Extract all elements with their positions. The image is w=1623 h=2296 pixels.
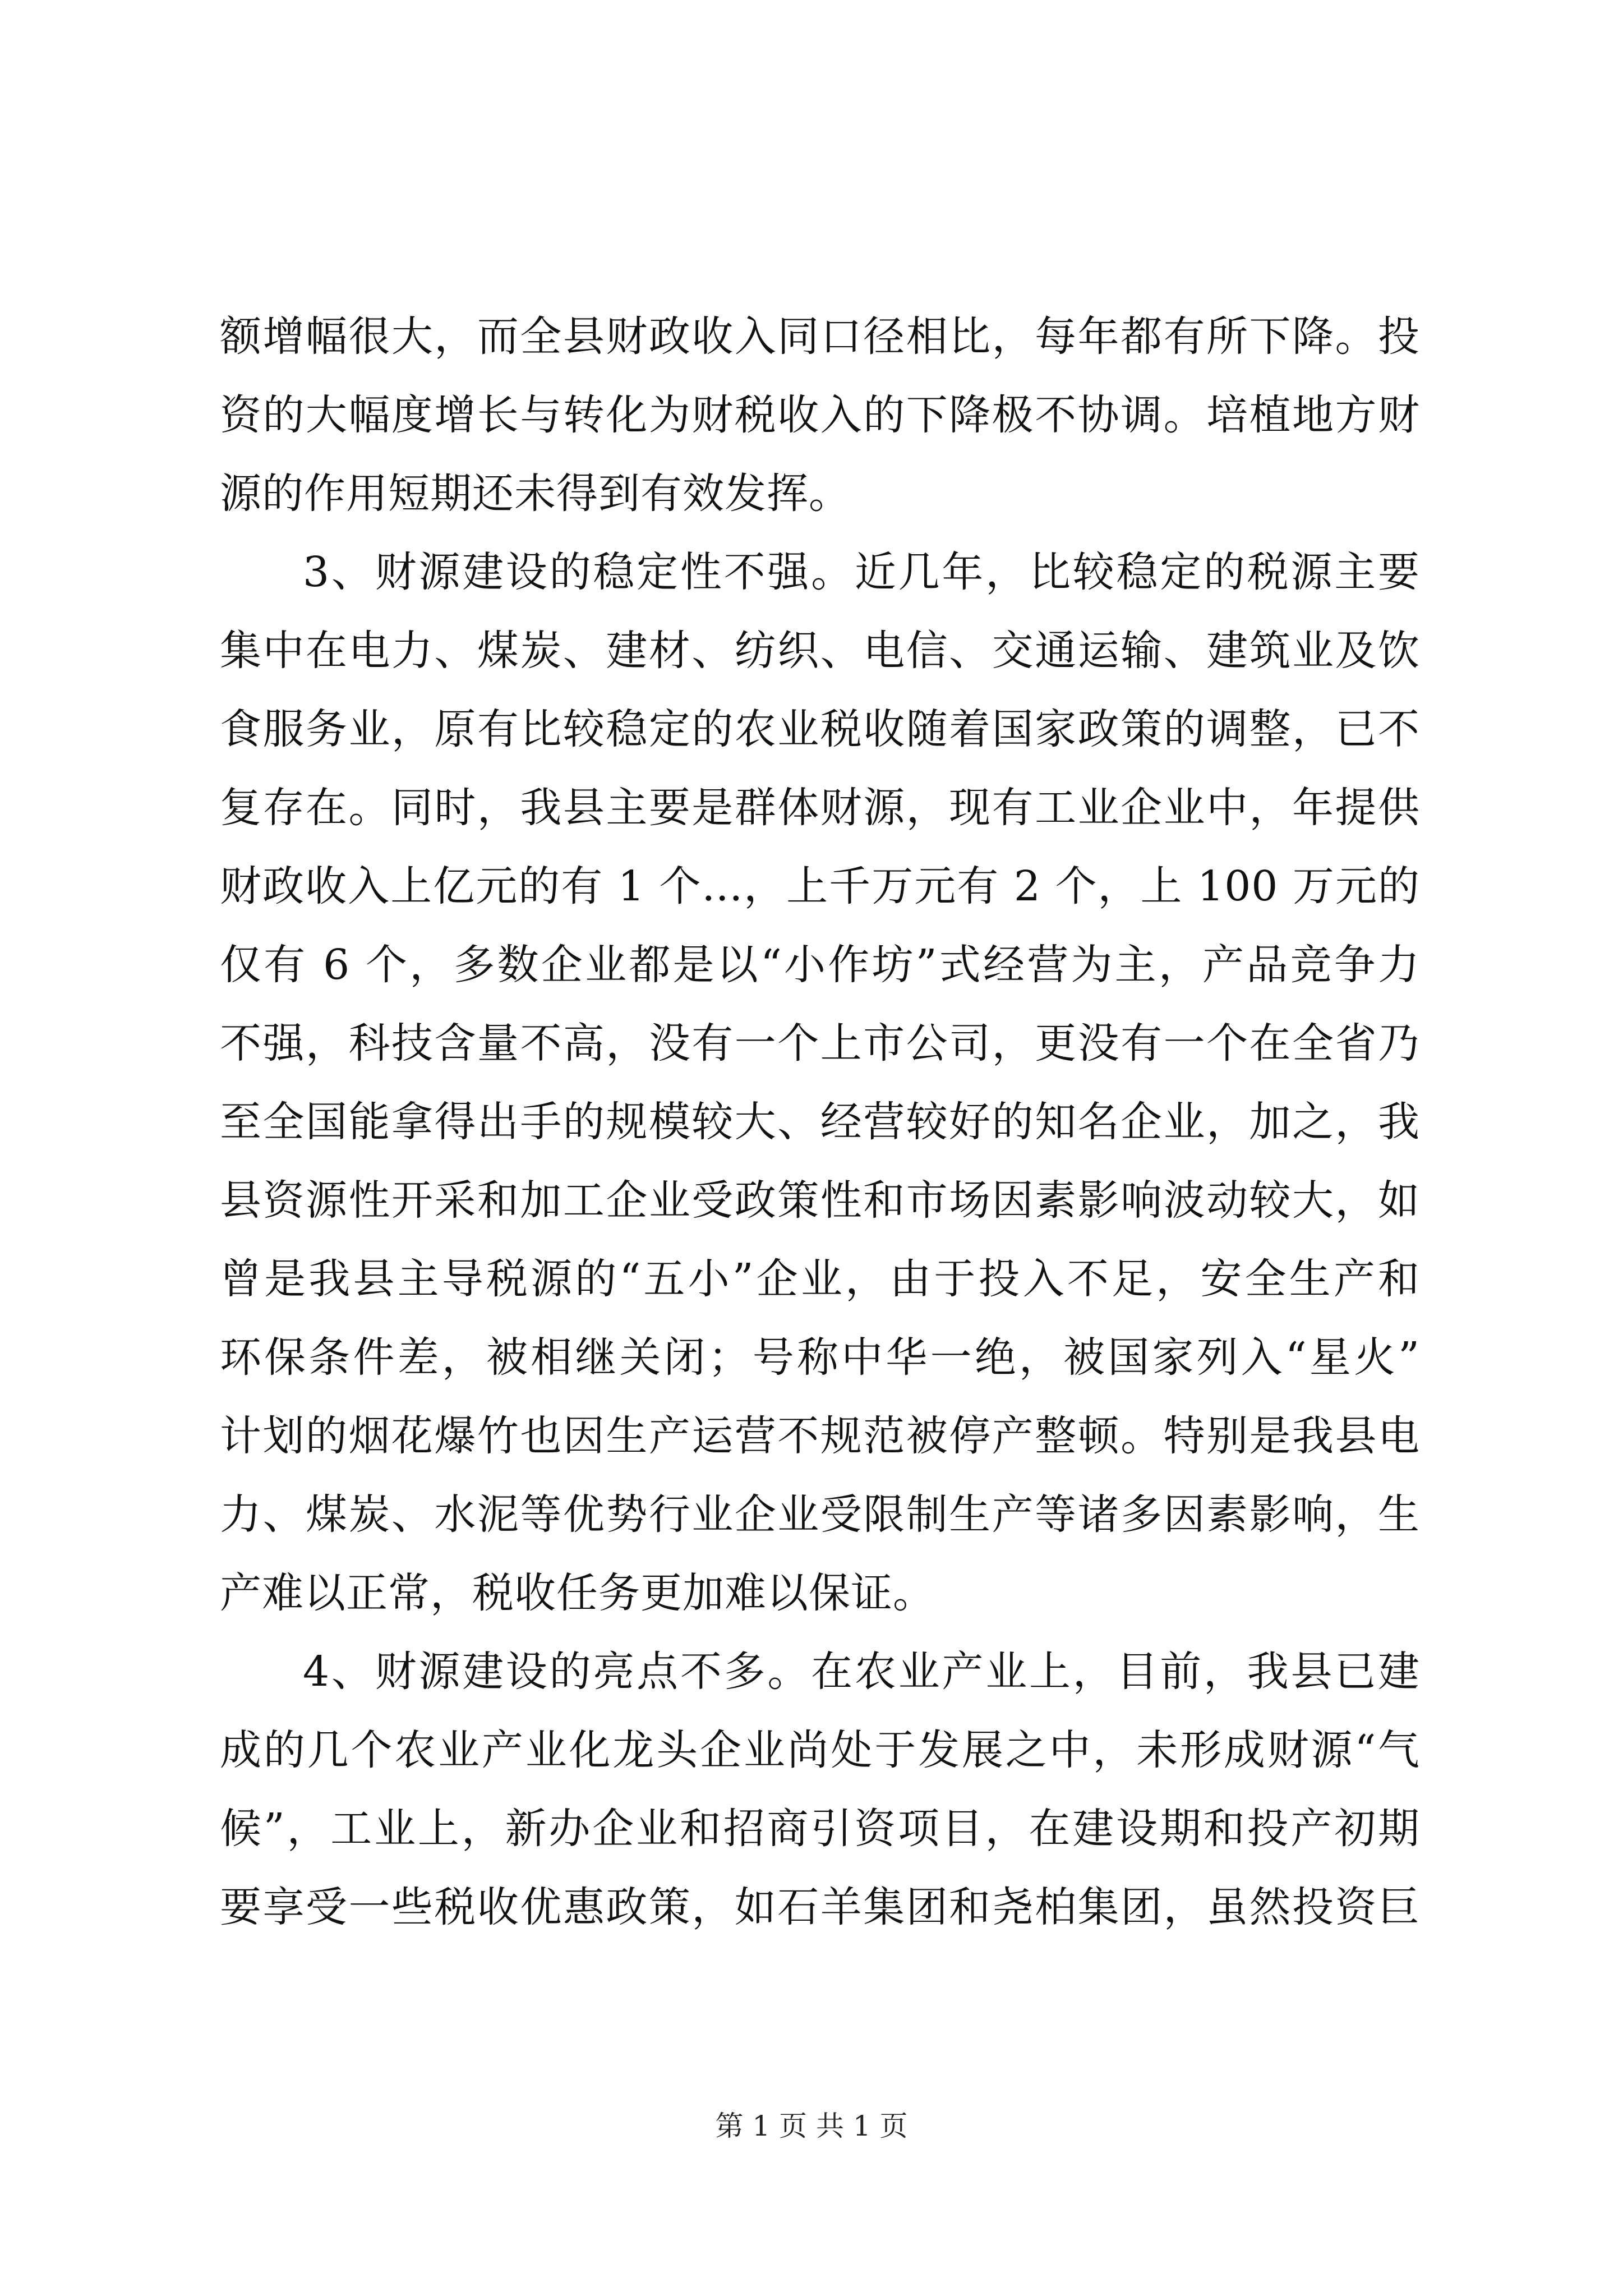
text-line: 3、财源建设的稳定性不强。近几年，比较稳定的税源主要 bbox=[303, 548, 1420, 596]
text-line: 曾是我县主导税源的“五小”企业，由于投入不足，安全生产和 bbox=[220, 1255, 1420, 1303]
text-line: 候”，工业上，新办企业和招商引资项目，在建设期和投产初期 bbox=[220, 1805, 1420, 1853]
text-line: 源的作用短期还未得到有效发挥。 bbox=[220, 470, 851, 518]
text-line: 财政收入上亿元的有 1 个...，上千万元有 2 个，上 100 万元的 bbox=[220, 862, 1420, 910]
page-footer bbox=[0, 2104, 1623, 2148]
text-line: 至全国能拿得出手的规模较大、经营较好的知名企业，加之，我 bbox=[220, 1098, 1420, 1146]
text-line: 复存在。同时，我县主要是群体财源，现有工业企业中，年提供 bbox=[220, 784, 1420, 832]
text-line: 要享受一些税收优惠政策，如石羊集团和尧柏集团，虽然投资巨 bbox=[220, 1883, 1420, 1931]
text-line: 计划的烟花爆竹也因生产运营不规范被停产整顿。特别是我县电 bbox=[220, 1412, 1420, 1460]
text-line: 4、财源建设的亮点不多。在农业产业上，目前，我县已建 bbox=[303, 1648, 1420, 1696]
text-line: 成的几个农业产业化龙头企业尚处于发展之中，未形成财源“气 bbox=[220, 1726, 1420, 1774]
text-line: 食服务业，原有比较稳定的农业税收随着国家政策的调整，已不 bbox=[220, 705, 1420, 753]
page-number-label: 第 1 页 共 1 页 bbox=[715, 2110, 908, 2142]
text-line: 不强，科技含量不高，没有一个上市公司，更没有一个在全省乃 bbox=[220, 1019, 1420, 1068]
text-line: 集中在电力、煤炭、建材、纺织、电信、交通运输、建筑业及饮 bbox=[220, 627, 1420, 675]
text-line: 产难以正常，税收任务更加难以保证。 bbox=[220, 1569, 935, 1617]
text-line: 额增幅很大，而全县财政收入同口径相比，每年都有所下降。投 bbox=[220, 312, 1420, 361]
text-line: 县资源性开采和加工企业受政策性和市场因素影响波动较大，如 bbox=[220, 1176, 1420, 1225]
text-line: 仅有 6 个，多数企业都是以“小作坊”式经营为主，产品竞争力 bbox=[220, 941, 1420, 989]
text-line: 力、煤炭、水泥等优势行业企业受限制生产等诸多因素影响，生 bbox=[220, 1490, 1420, 1539]
text-line: 资的大幅度增长与转化为财税收入的下降极不协调。培植地方财 bbox=[220, 391, 1420, 439]
text-line: 环保条件差，被相继关闭；号称中华一绝，被国家列入“星火” bbox=[220, 1333, 1420, 1382]
